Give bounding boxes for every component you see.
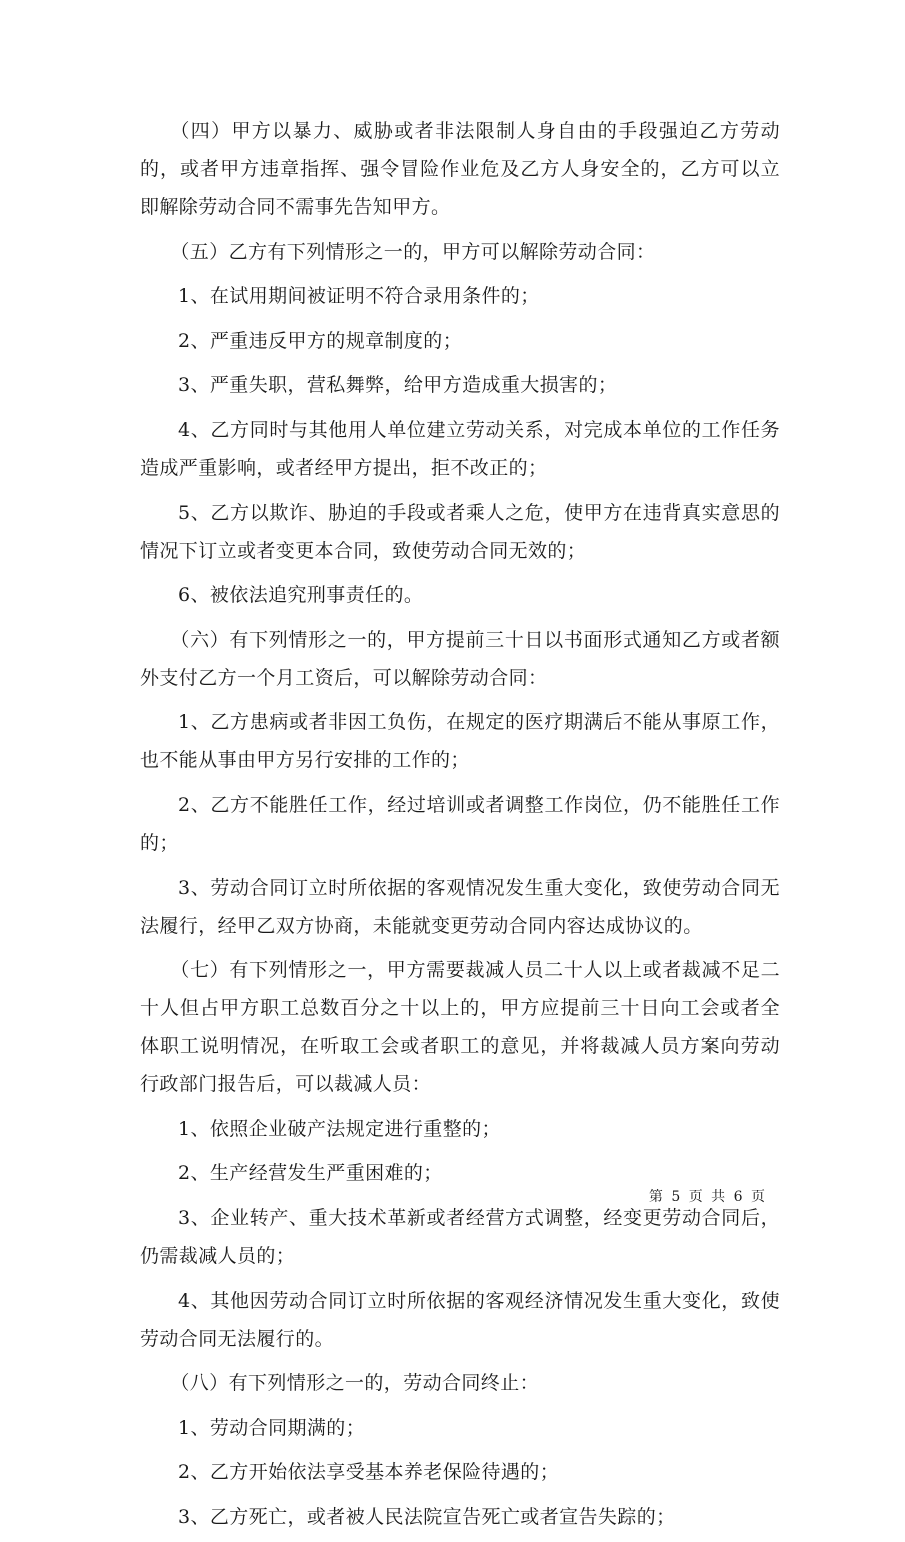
paragraph-section-6: （六）有下列情形之一的，甲方提前三十日以书面形式通知乙方或者额外支付乙方一个月工资后，可以解除劳动合同： [140,628,780,689]
list-item: 3、劳动合同订立时所依据的客观情况发生重大变化，致使劳动合同无法履行，经甲乙双方协商，未能就变更劳动合同内容达成协议的。 [140,876,780,937]
page-number-label: 第 5 页 共 6 页 [648,1189,767,1205]
list-item: 1、在试用期间被证明不符合录用条件的； [178,285,540,308]
list-item: 1、依照企业破产法规定进行重整的； [178,1117,501,1140]
paragraph-section-5: （五）乙方有下列情形之一的，甲方可以解除劳动合同： [170,240,656,263]
list-item: 3、乙方死亡，或者被人民法院宣告死亡或者宣告失踪的； [178,1505,676,1528]
list-item: 1、乙方患病或者非因工负伤，在规定的医疗期满后不能从事原工作，也不能从事由甲方另行安排的工作的； [140,711,780,772]
document-body [140,112,780,1542]
list-item: 2、生产经营发生严重困难的； [178,1162,443,1185]
list-item: 4、乙方同时与其他用人单位建立劳动关系，对完成本单位的工作任务造成严重影响，或者经甲方提出，拒不改正的； [140,418,780,479]
list-item: 3、严重失职，营私舞弊，给甲方造成重大损害的； [178,374,618,397]
paragraph-section-7: （七）有下列情形之一，甲方需要裁减人员二十人以上或者裁减不足二十人但占甲方职工总数百分之十以上的，甲方应提前三十日向工会或者全体职工说明情况，在听取工会或者职工的意见，并将裁减人员方案向劳动行政部门报告后，可以裁减人员： [140,959,780,1096]
list-item: 2、严重违反甲方的规章制度的； [178,329,463,352]
list-item: 6、被依法追究刑事责任的。 [178,584,424,607]
list-item: 4、其他因劳动合同订立时所依据的客观经济情况发生重大变化，致使劳动合同无法履行的。 [140,1289,780,1350]
list-item: 3、企业转产、重大技术革新或者经营方式调整，经变更劳动合同后，仍需裁减人员的； [140,1206,780,1267]
paragraph-section-8: （八）有下列情形之一的，劳动合同终止： [170,1372,539,1395]
list-item: 2、乙方开始依法享受基本养老保险待遇的； [178,1461,560,1484]
list-item: 5、乙方以欺诈、胁迫的手段或者乘人之危，使甲方在违背真实意思的情况下订立或者变更本合同，致使劳动合同无效的； [140,501,780,562]
paragraph-section-4: （四）甲方以暴力、威胁或者非法限制人身自由的手段强迫乙方劳动的，或者甲方违章指挥、强令冒险作业危及乙方人身安全的，乙方可以立即解除劳动合同不需事先告知甲方。 [140,120,780,218]
list-item: 1、劳动合同期满的； [178,1416,366,1439]
list-item: 2、乙方不能胜任工作，经过培训或者调整工作岗位，仍不能胜任工作的； [140,793,780,854]
